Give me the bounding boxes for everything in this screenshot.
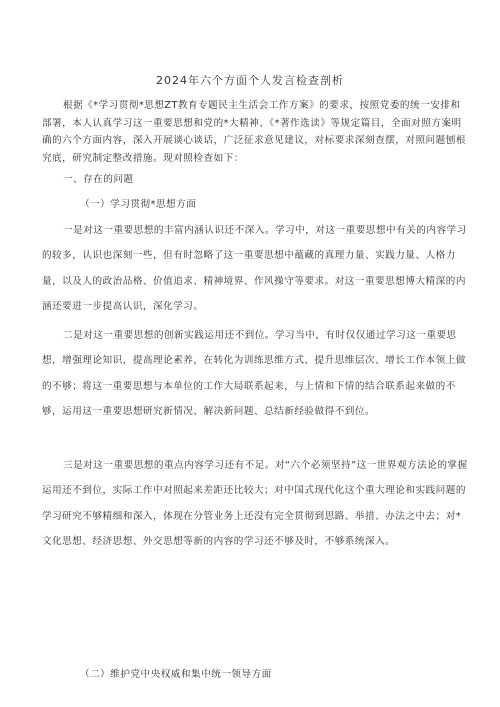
subsection-heading-study: （一）学习贯彻*思想方面	[80, 199, 197, 210]
section-heading-problems: 一、存在的问题	[63, 174, 134, 185]
body-paragraph-1: 一是对这一重要思想的丰富内涵认识还不深入。学习中，对这一重要思想中有关的内容学习的较多，认识也深刻一些，但有时忽略了这一重要思想中蕴藏的真理力量、实践力量、人格力量，以及人的政治品格、价值追求、精神境界、作风操守等要求。对这一重要思想博大精深的内涵还要进一步提高认识，深化学习。	[42, 225, 467, 313]
body-paragraph-2: 二是对这一重要思想的创新实践运用还不到位。学习当中，有时仅仅通过学习这一重要思想，增强理论知识，提高理论素养，在转化为训练思维方式、提升思维层次、增长工作本领上做的不够；将这一重要思想与本单位的工作大局联系起来，与上情和下情的结合联系起来做的不够，运用这一重要思想研究新情况、解决新问题、总结新经验做得不到位。	[42, 330, 466, 418]
body-paragraph-3: 三是对这一重要思想的重点内容学习还有不足。对“六个必须坚持”这一世界观方法论的掌握运用还不到位，实际工作中对照起来差距还比较大；对中国式现代化这个重大理论和实践问题的学习研究不够精细和深入，体现在分管业务上还没有完全贯彻到思路、举措、办法之中去；对*文化思想、经济思想、外交思想等新的内容的学习还不够及时，不够系统深入。	[42, 460, 468, 548]
subsection-heading-authority: （二）维护党中央权威和集中统一领导方面	[80, 669, 272, 680]
intro-paragraph: 根据《*学习贯彻*思想ZT教育专题民主生活会工作方案》的要求，按照党委的统一安排和部署，本人认真学习这一重要思想和党的*大精神、《*著作选读》等规定篇目，全面对照方案明确的六个方面内容，深入开展谈心谈话，广泛征求意见建议，对标要求深刻查摆，对照问题刨根究底，研究制定整改措施。现对照检查如下：	[42, 100, 466, 164]
document-title: 2024年六个方面个人发言检查剖析	[156, 74, 344, 87]
